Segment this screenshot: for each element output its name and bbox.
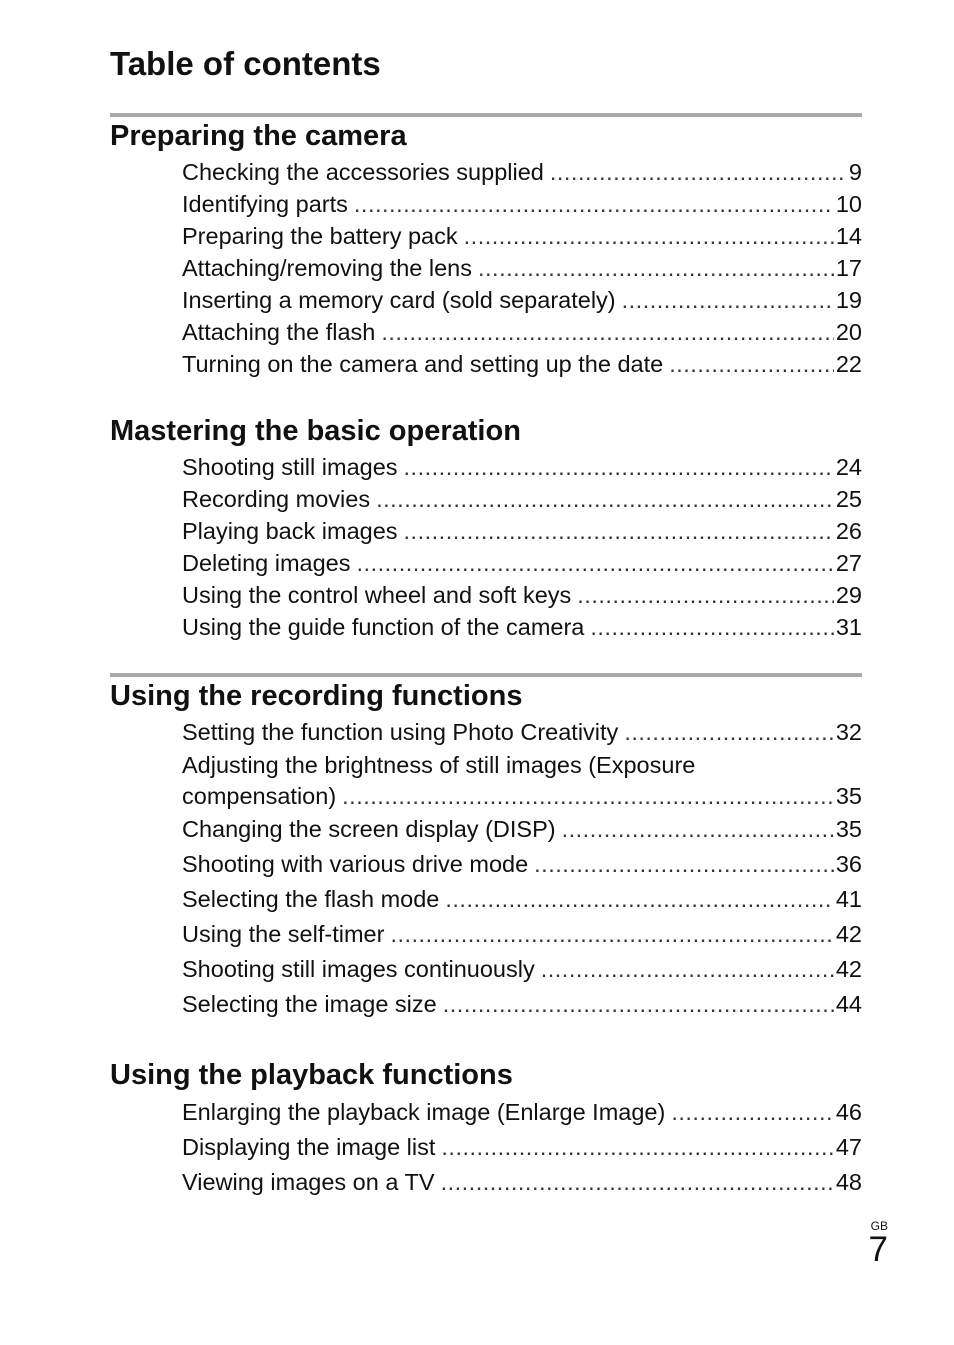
toc-entry-wrapped-line[interactable] [182,750,862,781]
toc-entry-page: 22 [835,350,862,377]
toc-entry-page: 26 [835,517,862,544]
toc-entry-page: 29 [835,581,862,608]
section-heading: Mastering the basic operation [110,415,521,447]
toc-entry-page: 31 [835,613,862,640]
toc-entry-label: Recording movies [182,485,371,512]
toc-entry[interactable] [182,156,862,188]
dot-leader [624,715,834,750]
toc-entry[interactable] [182,781,862,812]
toc-entry-page: 32 [835,718,862,745]
toc-entry[interactable] [182,987,862,1022]
section-divider [110,673,862,677]
toc-entry[interactable] [182,917,862,952]
toc-entry-label: Shooting still images continuously [182,955,535,982]
dot-leader [577,579,834,611]
toc-entry-label: Shooting still images [182,453,398,480]
toc-entry-page: 42 [835,920,862,947]
toc-entry-page: 10 [835,190,862,217]
dot-leader [381,316,834,348]
toc-entry-page: 25 [835,485,862,512]
dot-leader [478,252,834,284]
toc-entry-page: 19 [835,286,862,313]
dot-leader [354,188,834,220]
dot-leader [534,847,834,882]
toc-entry-list [110,1095,862,1200]
toc-entry[interactable] [182,812,862,847]
section-heading: Preparing the camera [110,120,407,152]
dot-leader [671,1095,834,1130]
toc-entry-label: Playing back images [182,517,398,544]
toc-entry[interactable] [182,847,862,882]
section-using-the-playback-functions [110,1060,862,1200]
dot-leader [669,348,834,380]
toc-entry[interactable] [182,1130,862,1165]
toc-entry-page: 47 [835,1133,862,1160]
dot-leader [443,987,834,1022]
toc-entry[interactable] [182,188,862,220]
toc-entry-label: Using the self-timer [182,920,385,947]
dot-leader [390,917,833,952]
toc-entry-label: Inserting a memory card (sold separately) [182,286,616,313]
toc-entry[interactable] [182,579,862,611]
toc-entry-page: 41 [835,885,862,912]
section-heading: Using the playback functions [110,1059,513,1091]
toc-entry[interactable] [182,515,862,547]
toc-entry[interactable] [182,1095,862,1130]
dot-leader [622,284,834,316]
toc-entry-page: 42 [835,955,862,982]
toc-entry[interactable] [182,451,862,483]
toc-entry-label: Displaying the image list [182,1133,436,1160]
dot-leader [441,1130,833,1165]
toc-entry[interactable] [182,316,862,348]
toc-entry-page: 46 [835,1098,862,1125]
toc-entry-page: 27 [835,549,862,576]
dot-leader [541,952,834,987]
toc-entry-label: Using the guide function of the camera [182,613,585,640]
dot-leader [562,812,834,847]
dot-leader [590,611,834,643]
page-footer [869,1219,888,1267]
dot-leader [342,781,834,812]
region-code: GB [870,1219,888,1233]
dot-leader [376,483,834,515]
dot-leader [441,1165,834,1200]
toc-entry-list [110,451,862,643]
toc-entry-label: Shooting with various drive mode [182,850,529,877]
dot-leader [445,882,834,917]
dot-leader [464,220,834,252]
section-using-the-recording-functions [110,673,862,1022]
toc-entry[interactable] [182,952,862,987]
toc-entry-page: 44 [835,990,862,1017]
section-preparing-the-camera [110,113,862,380]
toc-entry-page: 17 [835,254,862,281]
page-title: Table of contents [110,45,381,82]
toc-entry-label: Viewing images on a TV [182,1168,435,1195]
toc-entry-label: Deleting images [182,549,351,576]
toc-entry[interactable] [182,252,862,284]
section-heading: Using the recording functions [110,680,523,712]
section-divider [110,113,862,117]
toc-entry-page: 9 [848,158,862,185]
toc-entry-label: Attaching/removing the lens [182,254,472,281]
toc-entry-label: Preparing the battery pack [182,222,458,249]
toc-entry-page: 48 [835,1168,862,1195]
toc-entry-label: Enlarging the playback image (Enlarge Image) [182,1098,666,1125]
toc-entry[interactable] [182,882,862,917]
toc-entry-label-continued: compensation) [182,782,337,809]
page-number: 7 [868,1230,888,1269]
toc-entry-label: Attaching the flash [182,318,376,345]
toc-entry-list [110,715,862,1022]
toc-entry-page: 14 [835,222,862,249]
toc-entry-label: Using the control wheel and soft keys [182,581,572,608]
toc-entry-list [110,156,862,380]
toc-entry[interactable] [182,715,862,750]
toc-entry[interactable] [182,220,862,252]
dot-leader [404,515,834,547]
toc-entry[interactable] [182,483,862,515]
dot-leader [550,156,847,188]
toc-entry-label: Selecting the image size [182,990,437,1017]
toc-entry[interactable] [182,611,862,643]
toc-entry-label: Turning on the camera and setting up the date [182,350,664,377]
dot-leader [404,451,834,483]
toc-entry-label: Selecting the flash mode [182,885,440,912]
toc-entry-label: Checking the accessories supplied [182,158,544,185]
section-mastering-the-basic-operation [110,416,862,643]
toc-entry-label: Setting the function using Photo Creativity [182,718,619,745]
toc-entry[interactable] [182,284,862,316]
toc-entry-label: Identifying parts [182,190,348,217]
toc-entry-label: Adjusting the brightness of still images (Exposure [182,751,696,778]
toc-entry-label: Changing the screen display (DISP) [182,815,556,842]
toc-entry[interactable] [182,547,862,579]
toc-entry-page: 20 [835,318,862,345]
toc-entry[interactable] [182,348,862,380]
toc-entry-page: 36 [835,850,862,877]
dot-leader [357,547,834,579]
toc-entry-page: 24 [835,453,862,480]
toc-entry[interactable] [182,1165,862,1200]
toc-entry-page: 35 [835,815,862,842]
toc-entry-page: 35 [835,782,862,809]
